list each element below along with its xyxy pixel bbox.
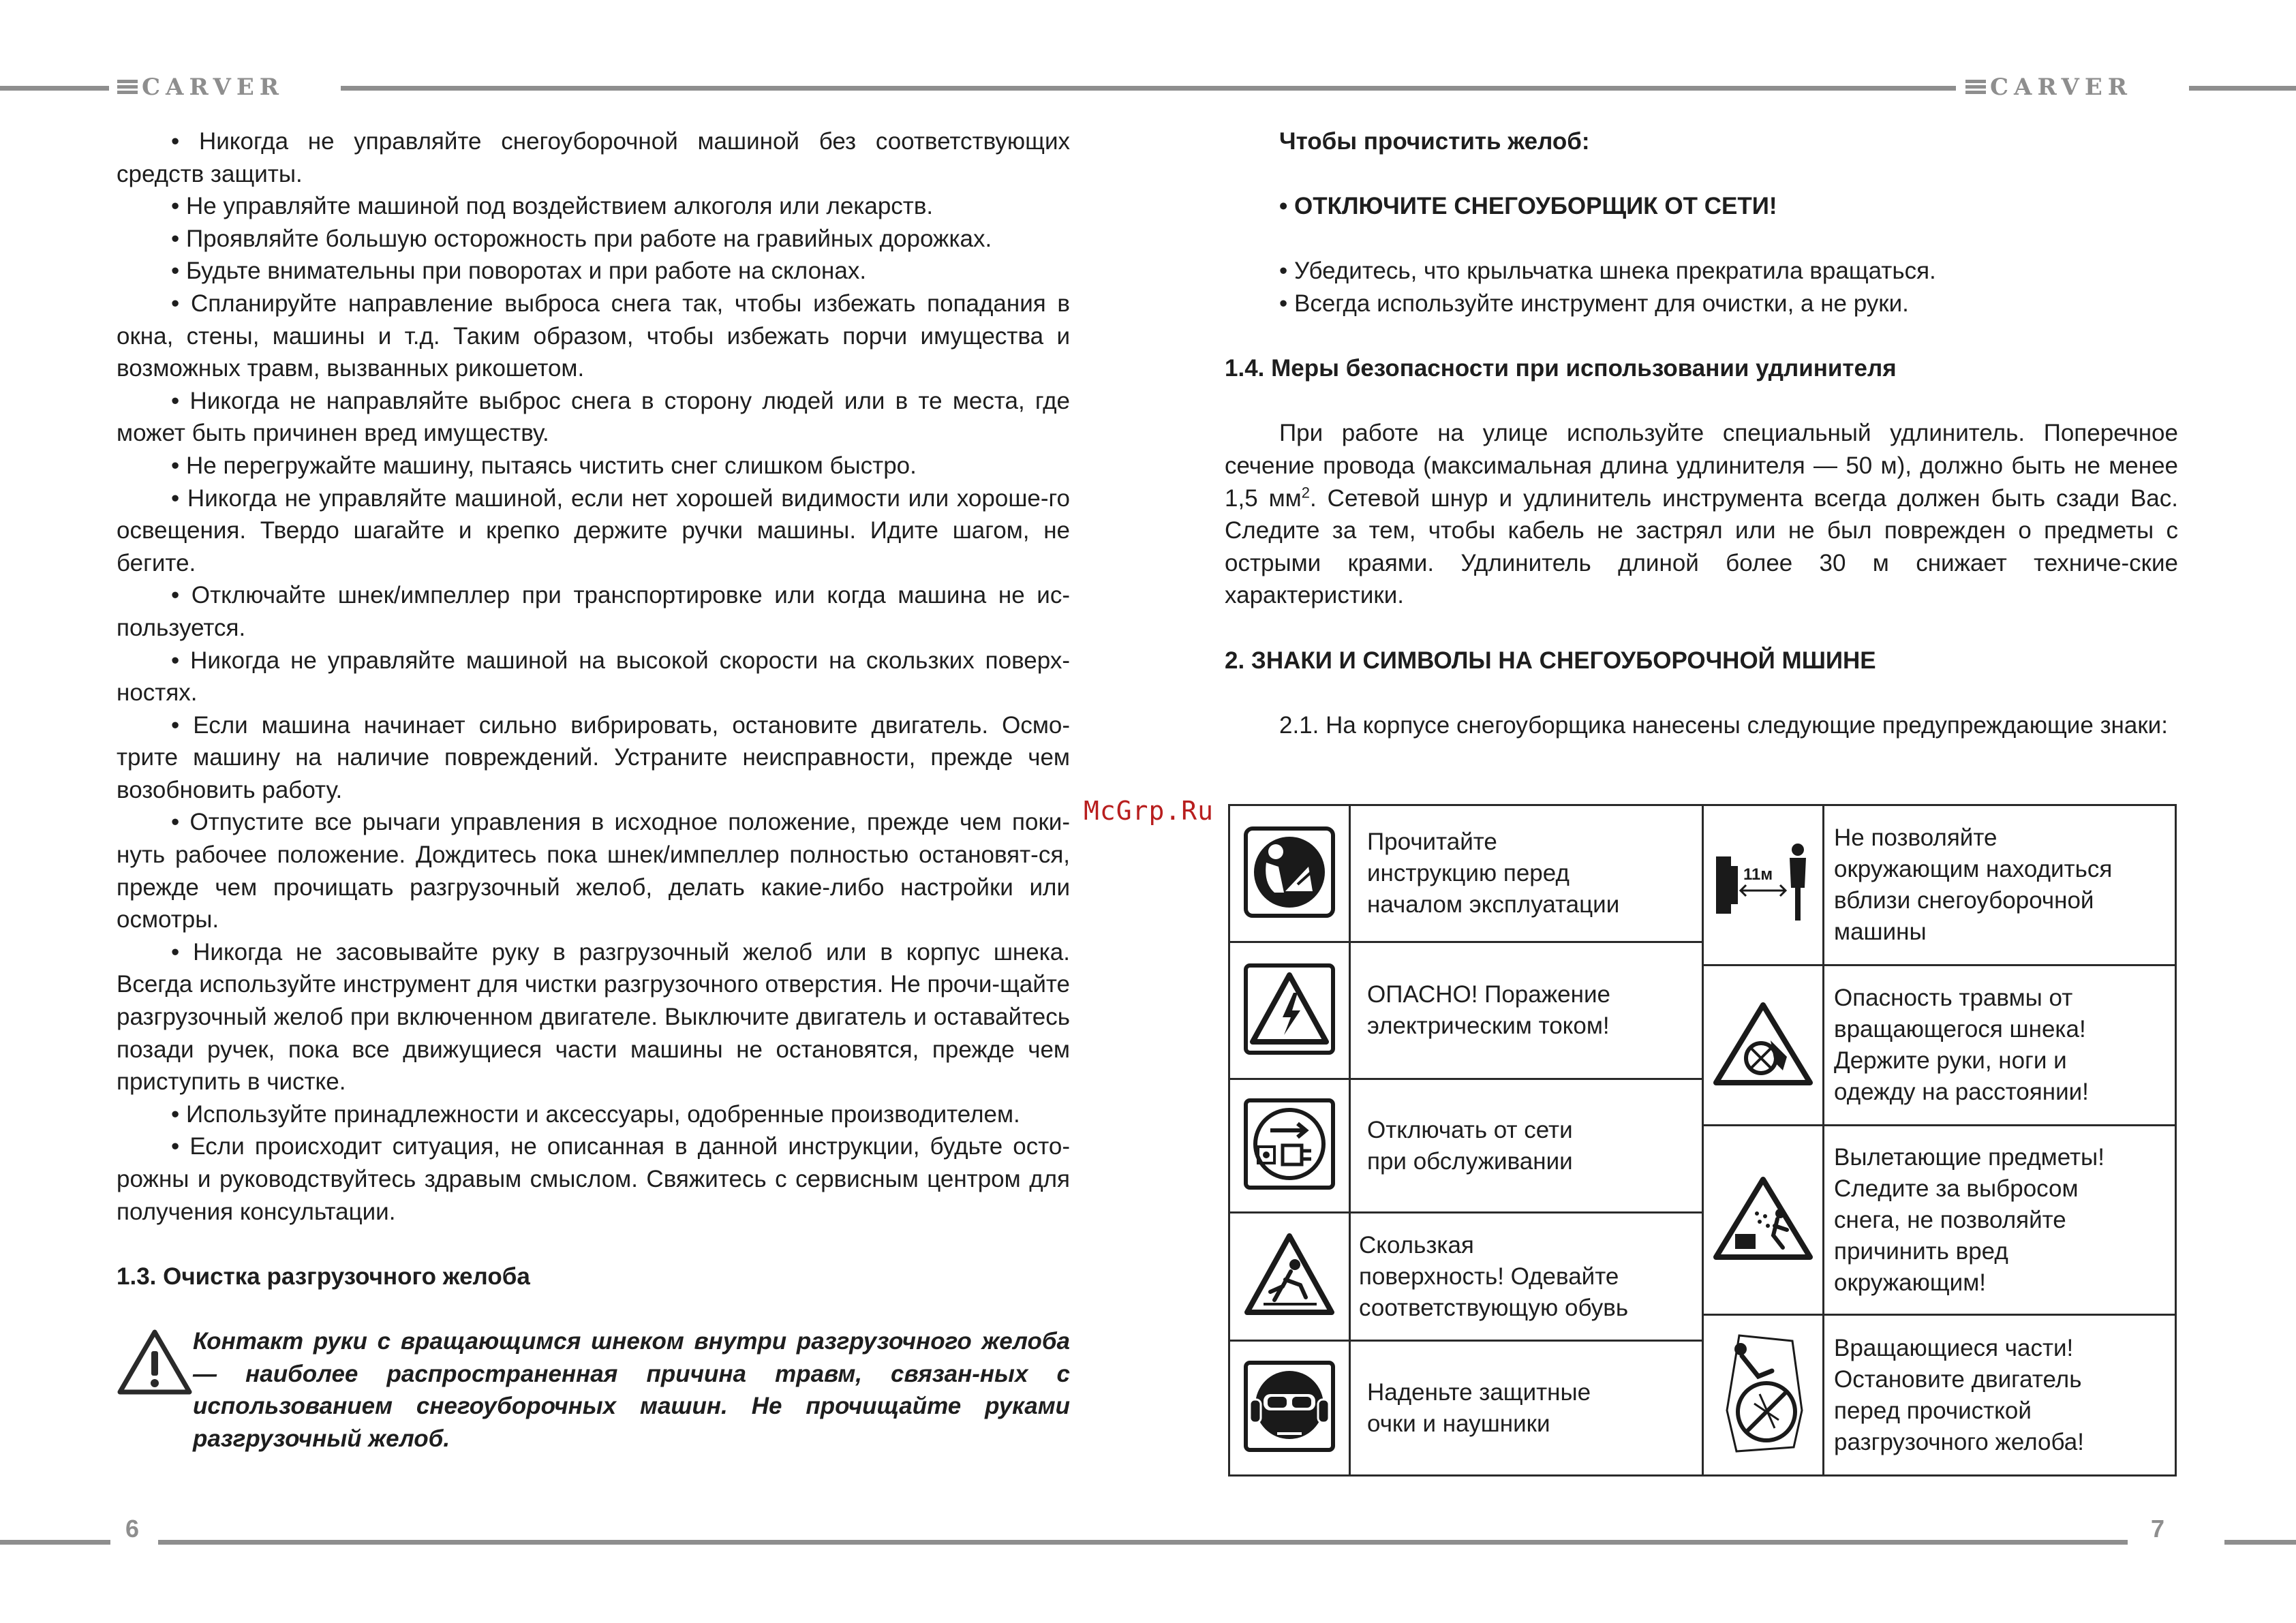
page-number-left: 6 bbox=[125, 1515, 140, 1543]
sign-label: Прочитайте инструкцию перед началом эксплуатации bbox=[1367, 829, 1620, 918]
sign-text-slippery bbox=[1350, 1213, 1703, 1341]
warning-text: Контакт руки с вращающимся шнеком внутри разгрузочного желоба — наиболее распространенная причина травм, связан-ных с использованием снегоуборочных машин. Не прочищайте руками разгрузочный желоб. bbox=[193, 1327, 1070, 1452]
sign-label: Вылетающие предметы! Следите за выбросом снега, не позволяйте причинить вред окружающим! bbox=[1834, 1143, 2104, 1296]
slippery-surface-icon bbox=[1243, 1231, 1336, 1319]
bullet-item: • Никогда не засовывайте руку в разгрузочный желоб или в корпус шнека. Всегда используйте инструмент для чистки разгрузочного отверстия. Не прочи-щайте разгрузочный желоб при включенном двигателе. Выключите двигатель и оставайтесь позади ручек, пока все движущиеся части машины не остановятся, прежде чем приступить в чистке. bbox=[117, 938, 1070, 1096]
bullet-item: • Не перегружайте машину, пытаясь чистить снег слишком быстро. bbox=[171, 452, 917, 479]
sign-text-keep-distance bbox=[1824, 805, 2176, 965]
sign-label: Не позволяйте окружающим находиться вблизи снегоуборочной машины bbox=[1834, 824, 2113, 945]
bullet-item: • Если происходит ситуация, не описанная в данной инструкции, будьте осто-рожны и руководствуйтесь здравым смыслом. Свяжитесь с сервисным центром для получения консультации. bbox=[117, 1133, 1070, 1225]
sign-row bbox=[1703, 805, 2176, 965]
sign-row bbox=[1703, 965, 2176, 1126]
sign-row bbox=[1229, 805, 1703, 942]
sign-icon-cell bbox=[1229, 805, 1350, 942]
watermark: McGrp.Ru bbox=[1084, 796, 1214, 826]
footer-rule-right bbox=[2224, 1540, 2296, 1545]
electric-shock-icon bbox=[1243, 963, 1336, 1055]
bullet-item: • Проявляйте большую осторожность при работе на гравийных дорожках. bbox=[171, 225, 992, 252]
clean-title: Чтобы прочистить желоб: bbox=[1279, 128, 1590, 155]
flying-objects-icon bbox=[1712, 1174, 1814, 1263]
unplug-warning: • ОТКЛЮЧИТЕ СНЕГОУБОРЩИК ОТ СЕТИ! bbox=[1279, 193, 1777, 220]
sign-text-rotating-parts bbox=[1824, 1315, 2176, 1476]
sign-label: ОПАСНО! Поражение электрическим током! bbox=[1367, 981, 1610, 1039]
sign-text-goggles bbox=[1350, 1341, 1703, 1476]
sign-row bbox=[1229, 1079, 1703, 1213]
sign-icon-cell bbox=[1229, 1213, 1350, 1341]
unplug-icon bbox=[1243, 1098, 1336, 1190]
section-title-signs: 2. ЗНАКИ И СИМВОЛЫ НА СНЕГОУБОРОЧНОЙ МШИНЕ bbox=[1225, 647, 1876, 674]
extension-paragraph bbox=[1225, 417, 2178, 612]
signs-table-right bbox=[1702, 804, 2177, 1477]
sign-row bbox=[1703, 1126, 2176, 1315]
bullet-item: • Используйте принадлежности и аксессуары, одобренные производителем. bbox=[171, 1100, 1020, 1128]
sign-label: Скользкая поверхность! Одевайте соответствующую обувь bbox=[1359, 1231, 1629, 1321]
sign-text-read-manual bbox=[1350, 805, 1703, 942]
warning-triangle-icon bbox=[117, 1328, 193, 1455]
sign-text-unplug bbox=[1350, 1079, 1703, 1213]
bullet-item: • Отпустите все рычаги управления в исходное положение, прежде чем поки-нуть рабочее положение. Дождитесь пока шнек/импеллер полностью остановят-ся, прежде чем прочищать разгрузочный желоб, делать какие-либо настройки или осмотры. bbox=[117, 809, 1070, 933]
sign-icon-cell bbox=[1703, 1315, 1824, 1476]
right-column bbox=[1225, 125, 2178, 741]
section-title-chute-cleaning: 1.3. Очистка разгрузочного желоба bbox=[117, 1263, 530, 1290]
bullet-item: • Будьте внимательны при поворотах и при работе на склонах. bbox=[171, 258, 867, 285]
sign-text-electric bbox=[1350, 942, 1703, 1079]
bullet-item: • Если машина начинает сильно вибрировать, остановите двигатель. Осмо-трите машину на наличие повреждений. Устраните неисправности, прежде чем возобновить работу. bbox=[117, 711, 1070, 803]
brand-logo-left bbox=[117, 74, 284, 101]
sign-label: Наденьте защитные очки и наушники bbox=[1367, 1378, 1591, 1437]
bullet-item: • Отключайте шнек/импеллер при транспортировке или когда машина не ис-пользуется. bbox=[117, 582, 1070, 641]
header-rule-right bbox=[2189, 86, 2296, 91]
sign-icon-cell bbox=[1229, 942, 1350, 1079]
rotating-auger-icon bbox=[1712, 1000, 1814, 1088]
sign-icon-cell bbox=[1703, 965, 1824, 1126]
brand-mark-icon bbox=[117, 80, 138, 95]
brand-text: CARVER bbox=[142, 74, 285, 101]
bullet-item: • Никогда не управляйте машиной, если нет хорошей видимости или хороше-го освещения. Твердо шагайте и крепко держите ручки машины. Идите шагом, не бегите. bbox=[117, 484, 1070, 576]
signs-intro: 2.1. На корпусе снегоуборщика нанесены следующие предупреждающие знаки: bbox=[1279, 711, 2168, 739]
sign-row bbox=[1229, 1341, 1703, 1476]
bullet-item: • Никогда не направляйте выброс снега в сторону людей или в те места, где может быть причинен вред имуществу. bbox=[117, 387, 1070, 447]
sign-icon-cell bbox=[1703, 1126, 1824, 1315]
sign-row bbox=[1229, 942, 1703, 1079]
header-rule-center bbox=[341, 86, 1956, 91]
sign-label: Опасность травмы от вращающегося шнека! Держите руки, ноги и одежду на расстоянии! bbox=[1834, 985, 2089, 1105]
sign-row bbox=[1229, 1213, 1703, 1341]
footer-rule-center bbox=[158, 1540, 2128, 1545]
clean-bullet: • Убедитесь, что крыльчатка шнека прекратила вращаться. bbox=[1279, 258, 1936, 285]
footer-rule-left bbox=[0, 1540, 110, 1545]
read-manual-icon bbox=[1243, 826, 1336, 918]
bullet-item: • Не управляйте машиной под воздействием алкоголя или лекарств. bbox=[171, 193, 934, 220]
warning-block bbox=[117, 1325, 1070, 1455]
page-number-right: 7 bbox=[2151, 1515, 2165, 1543]
sign-icon-cell bbox=[1229, 1341, 1350, 1476]
brand-mark-icon bbox=[1965, 80, 1986, 95]
distance-label: 11м bbox=[1743, 865, 1773, 884]
extension-text-part1: При работе на улице используйте специальный удлинитель. Поперечное сечение провода (максимальная длина удлинителя — 50 м), должно быть не менее 1,5 мм bbox=[1225, 420, 2178, 512]
goggles-earmuffs-icon bbox=[1243, 1360, 1336, 1453]
clean-bullet: • Всегда используйте инструмент для очистки, а не руки. bbox=[1279, 290, 1909, 317]
section-title-extension: 1.4. Меры безопасности при использовании удлинителя bbox=[1225, 355, 1897, 382]
extension-sup: 2 bbox=[1301, 483, 1310, 501]
sign-icon-cell bbox=[1229, 1079, 1350, 1213]
sign-text-flying-objects bbox=[1824, 1126, 2176, 1315]
bullet-item: • Никогда не управляйте снегоуборочной машиной без соответствующих средств защиты. bbox=[117, 128, 1070, 187]
rotating-parts-icon bbox=[1712, 1329, 1814, 1458]
brand-text: CARVER bbox=[1990, 74, 2133, 101]
sign-row bbox=[1703, 1315, 2176, 1476]
brand-logo-right bbox=[1965, 74, 2132, 101]
bullet-item: • Спланируйте направление выброса снега так, чтобы избежать попадания в окна, стены, машины и т.д. Таким образом, чтобы избежать порчи имущества и возможных травм, вызванных рикошетом. bbox=[117, 290, 1070, 382]
bullet-item: • Никогда не управляйте машиной на высокой скорости на скользких поверх-ностях. bbox=[117, 647, 1070, 707]
sign-label: Отключать от сети при обслуживании bbox=[1367, 1116, 1573, 1175]
left-column bbox=[117, 125, 1070, 1455]
extension-text-part2: . Сетевой шнур и удлинитель инструмента всегда должен быть сзади Вас. Следите за тем, чтобы кабель не застрял или не был поврежден о предметы с острыми краями. Удлинитель длиной более 30 м снижает техниче-ские характеристики. bbox=[1225, 484, 2178, 609]
sign-icon-cell bbox=[1703, 805, 1824, 965]
sign-label: Вращающиеся части! Остановите двигатель перед прочисткой разгрузочного желоба! bbox=[1834, 1334, 2084, 1455]
keep-distance-icon bbox=[1712, 836, 1814, 931]
header-rule-left bbox=[0, 86, 109, 91]
signs-table-left bbox=[1228, 804, 1704, 1477]
sign-text-rotating-auger bbox=[1824, 965, 2176, 1126]
